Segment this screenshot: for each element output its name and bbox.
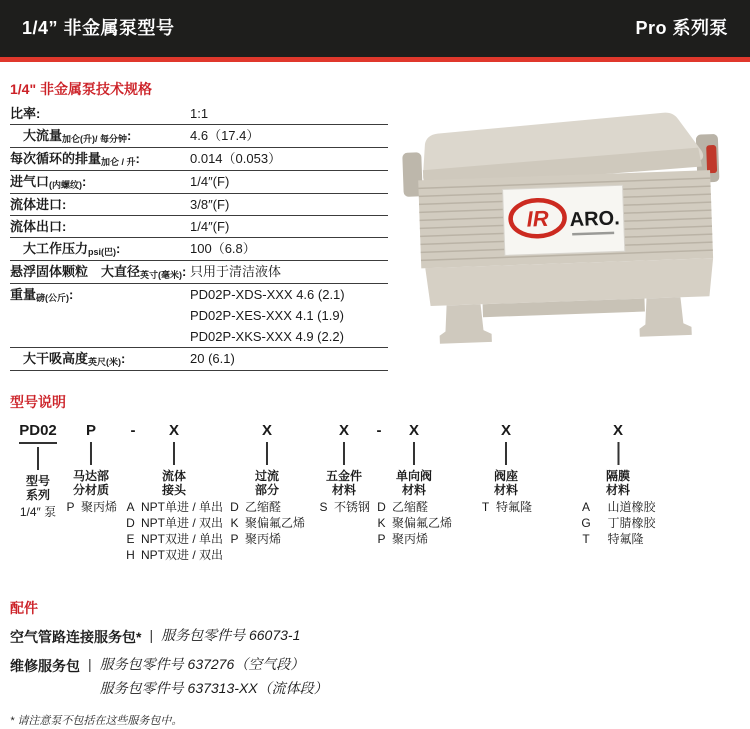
- model-column-label: 流体 接头: [161, 469, 187, 497]
- pump-product-image: [398, 103, 748, 355]
- spec-row: [10, 171, 388, 194]
- model-code-column: X 单向阀 材料 D 乙缩醛 K 聚偏氟乙烯 P 聚丙烯: [377, 422, 453, 546]
- model-column-options: P 聚丙烯: [66, 500, 118, 514]
- model-code-column: PD02 型号 系列 1/4″ 泵: [19, 422, 57, 519]
- model-column-label: 过流 部分: [254, 469, 280, 497]
- pump-red-muffler: [706, 145, 717, 173]
- spec-value: 1/4″(F): [190, 219, 230, 234]
- model-diagram: [10, 422, 742, 590]
- model-column-options: D 乙缩醛 K 聚偏氟乙烯 P 聚丙烯: [230, 500, 306, 546]
- model-column-options: A 山道橡胶 G 丁腈橡胶 T 特氟隆: [581, 500, 656, 546]
- model-column-options: 1/4″ 泵: [19, 505, 57, 519]
- spec-value: 0.014（0.053）: [190, 151, 282, 166]
- spec-label: 大干吸高度英尺(米):: [10, 351, 126, 367]
- model-column-options: D 乙缩醛 K 聚偏氟乙烯 P 聚丙烯: [377, 500, 453, 546]
- spec-value: 3/8″(F): [190, 197, 230, 212]
- accessories-title: 配件: [10, 600, 38, 616]
- accessories-section: [10, 598, 730, 728]
- pump-right-foot: [638, 297, 691, 337]
- model-column-label: 马达部 分材质: [72, 469, 110, 497]
- spec-label: 比率:: [10, 106, 41, 121]
- model-column-label: 型号 系列: [25, 474, 50, 502]
- model-code-dash: -: [130, 422, 136, 439]
- spec-label: 流体进口:: [10, 197, 67, 212]
- spec-value: 4.6（17.4）: [190, 128, 260, 143]
- specs-section: [10, 79, 388, 371]
- model-code-column: X 五金件 材料 S 不锈钢: [319, 422, 371, 514]
- spec-label: 大流量加仑(升)/ 每分钟:: [10, 128, 132, 144]
- model-code-column: X 阀座 材料 T 特氟隆: [481, 422, 533, 514]
- spec-row: [10, 238, 388, 261]
- spec-row: [10, 348, 388, 371]
- spec-label: 大工作压力psi(巴):: [10, 241, 121, 257]
- series-title: Pro 系列泵: [635, 17, 728, 38]
- spec-value: 1:1: [190, 106, 209, 121]
- model-code-section: [10, 392, 742, 590]
- spec-row: [10, 194, 388, 216]
- red-divider: [0, 57, 750, 62]
- spec-value: 1/4″(F): [190, 174, 230, 189]
- spec-row: [10, 216, 388, 238]
- spec-label: 进气口(内螺纹):: [10, 174, 87, 190]
- model-column-label: 单向阀 材料: [395, 469, 433, 497]
- spec-value: 20 (6.1): [190, 351, 235, 366]
- spec-value: 只用于清洁液体: [190, 264, 282, 279]
- specs-title: 1/4" 非金属泵技术规格: [10, 81, 152, 97]
- spec-row: [10, 103, 388, 125]
- spec-label: 每次循环的排量加仑 / 升:: [10, 151, 140, 167]
- model-code-dash: -: [376, 422, 382, 439]
- accessory-list: [10, 627, 730, 696]
- spec-value: 100（6.8）: [190, 241, 256, 256]
- model-column-options: A NPT单进 / 单出 D NPT单进 / 双出 E NPT双进 / 单出 H NPT双进 / 双出: [126, 500, 224, 562]
- pump-illustration: [398, 103, 748, 355]
- model-code-column: X 过流 部分 D 乙缩醛 K 聚偏氟乙烯 P 聚丙烯: [230, 422, 306, 546]
- accessory-item: 维修服务包 | 服务包零件号 637276（空气段） 服务包零件号 637313-XX（流体段）: [10, 656, 328, 696]
- ir-logo-text: IR: [526, 205, 550, 232]
- spec-label: 悬浮固体颗粒 大直径英寸(毫米):: [10, 264, 187, 280]
- top-header-bar: [0, 0, 750, 57]
- model-code-column: X 隔膜 材料 A 山道橡胶 G 丁腈橡胶 T 特氟隆: [581, 422, 656, 546]
- model-column-label: 隔膜 材料: [605, 469, 631, 497]
- accessories-footnote: * 请注意泵不包括在这些服务包中。: [10, 715, 183, 727]
- accessory-part-numbers: 服务包零件号 637276（空气段） 服务包零件号 637313-XX（流体段）: [99, 656, 328, 696]
- model-column-options: S 不锈钢: [319, 500, 371, 514]
- spec-label: 流体出口:: [10, 219, 67, 234]
- spec-table: [10, 103, 388, 371]
- spec-label: 重量磅(公斤):: [10, 287, 74, 303]
- page-title: 1/4” 非金属泵型号: [22, 17, 175, 38]
- model-code-column: X 流体 接头 A NPT单进 / 单出 D NPT单进 / 双出 E NPT双进 / 单出 H NPT双进 / 双出: [126, 422, 224, 562]
- model-section-title: 型号说明: [10, 394, 66, 410]
- model-code-column: P 马达部 分材质 P 聚丙烯: [66, 422, 118, 514]
- spec-value: PD02P-XDS-XXX 4.6 (2.1) PD02P-XES-XXX 4.1 (1.9) PD02P-XKS-XXX 4.9 (2.2): [190, 287, 345, 344]
- spec-row: [10, 125, 388, 148]
- model-column-label: 五金件 材料: [325, 469, 363, 497]
- aro-logo-text: ARO.: [569, 207, 621, 232]
- accessory-part-numbers: 服务包零件号 66073-1: [161, 627, 301, 643]
- accessory-item: 空气管路连接服务包* | 服务包零件号 66073-1: [10, 627, 301, 645]
- spec-row: [10, 284, 388, 348]
- spec-row: [10, 148, 388, 171]
- model-column-label: 阀座 材料: [493, 469, 519, 497]
- model-column-options: T 特氟隆: [481, 500, 533, 514]
- spec-row: [10, 261, 388, 284]
